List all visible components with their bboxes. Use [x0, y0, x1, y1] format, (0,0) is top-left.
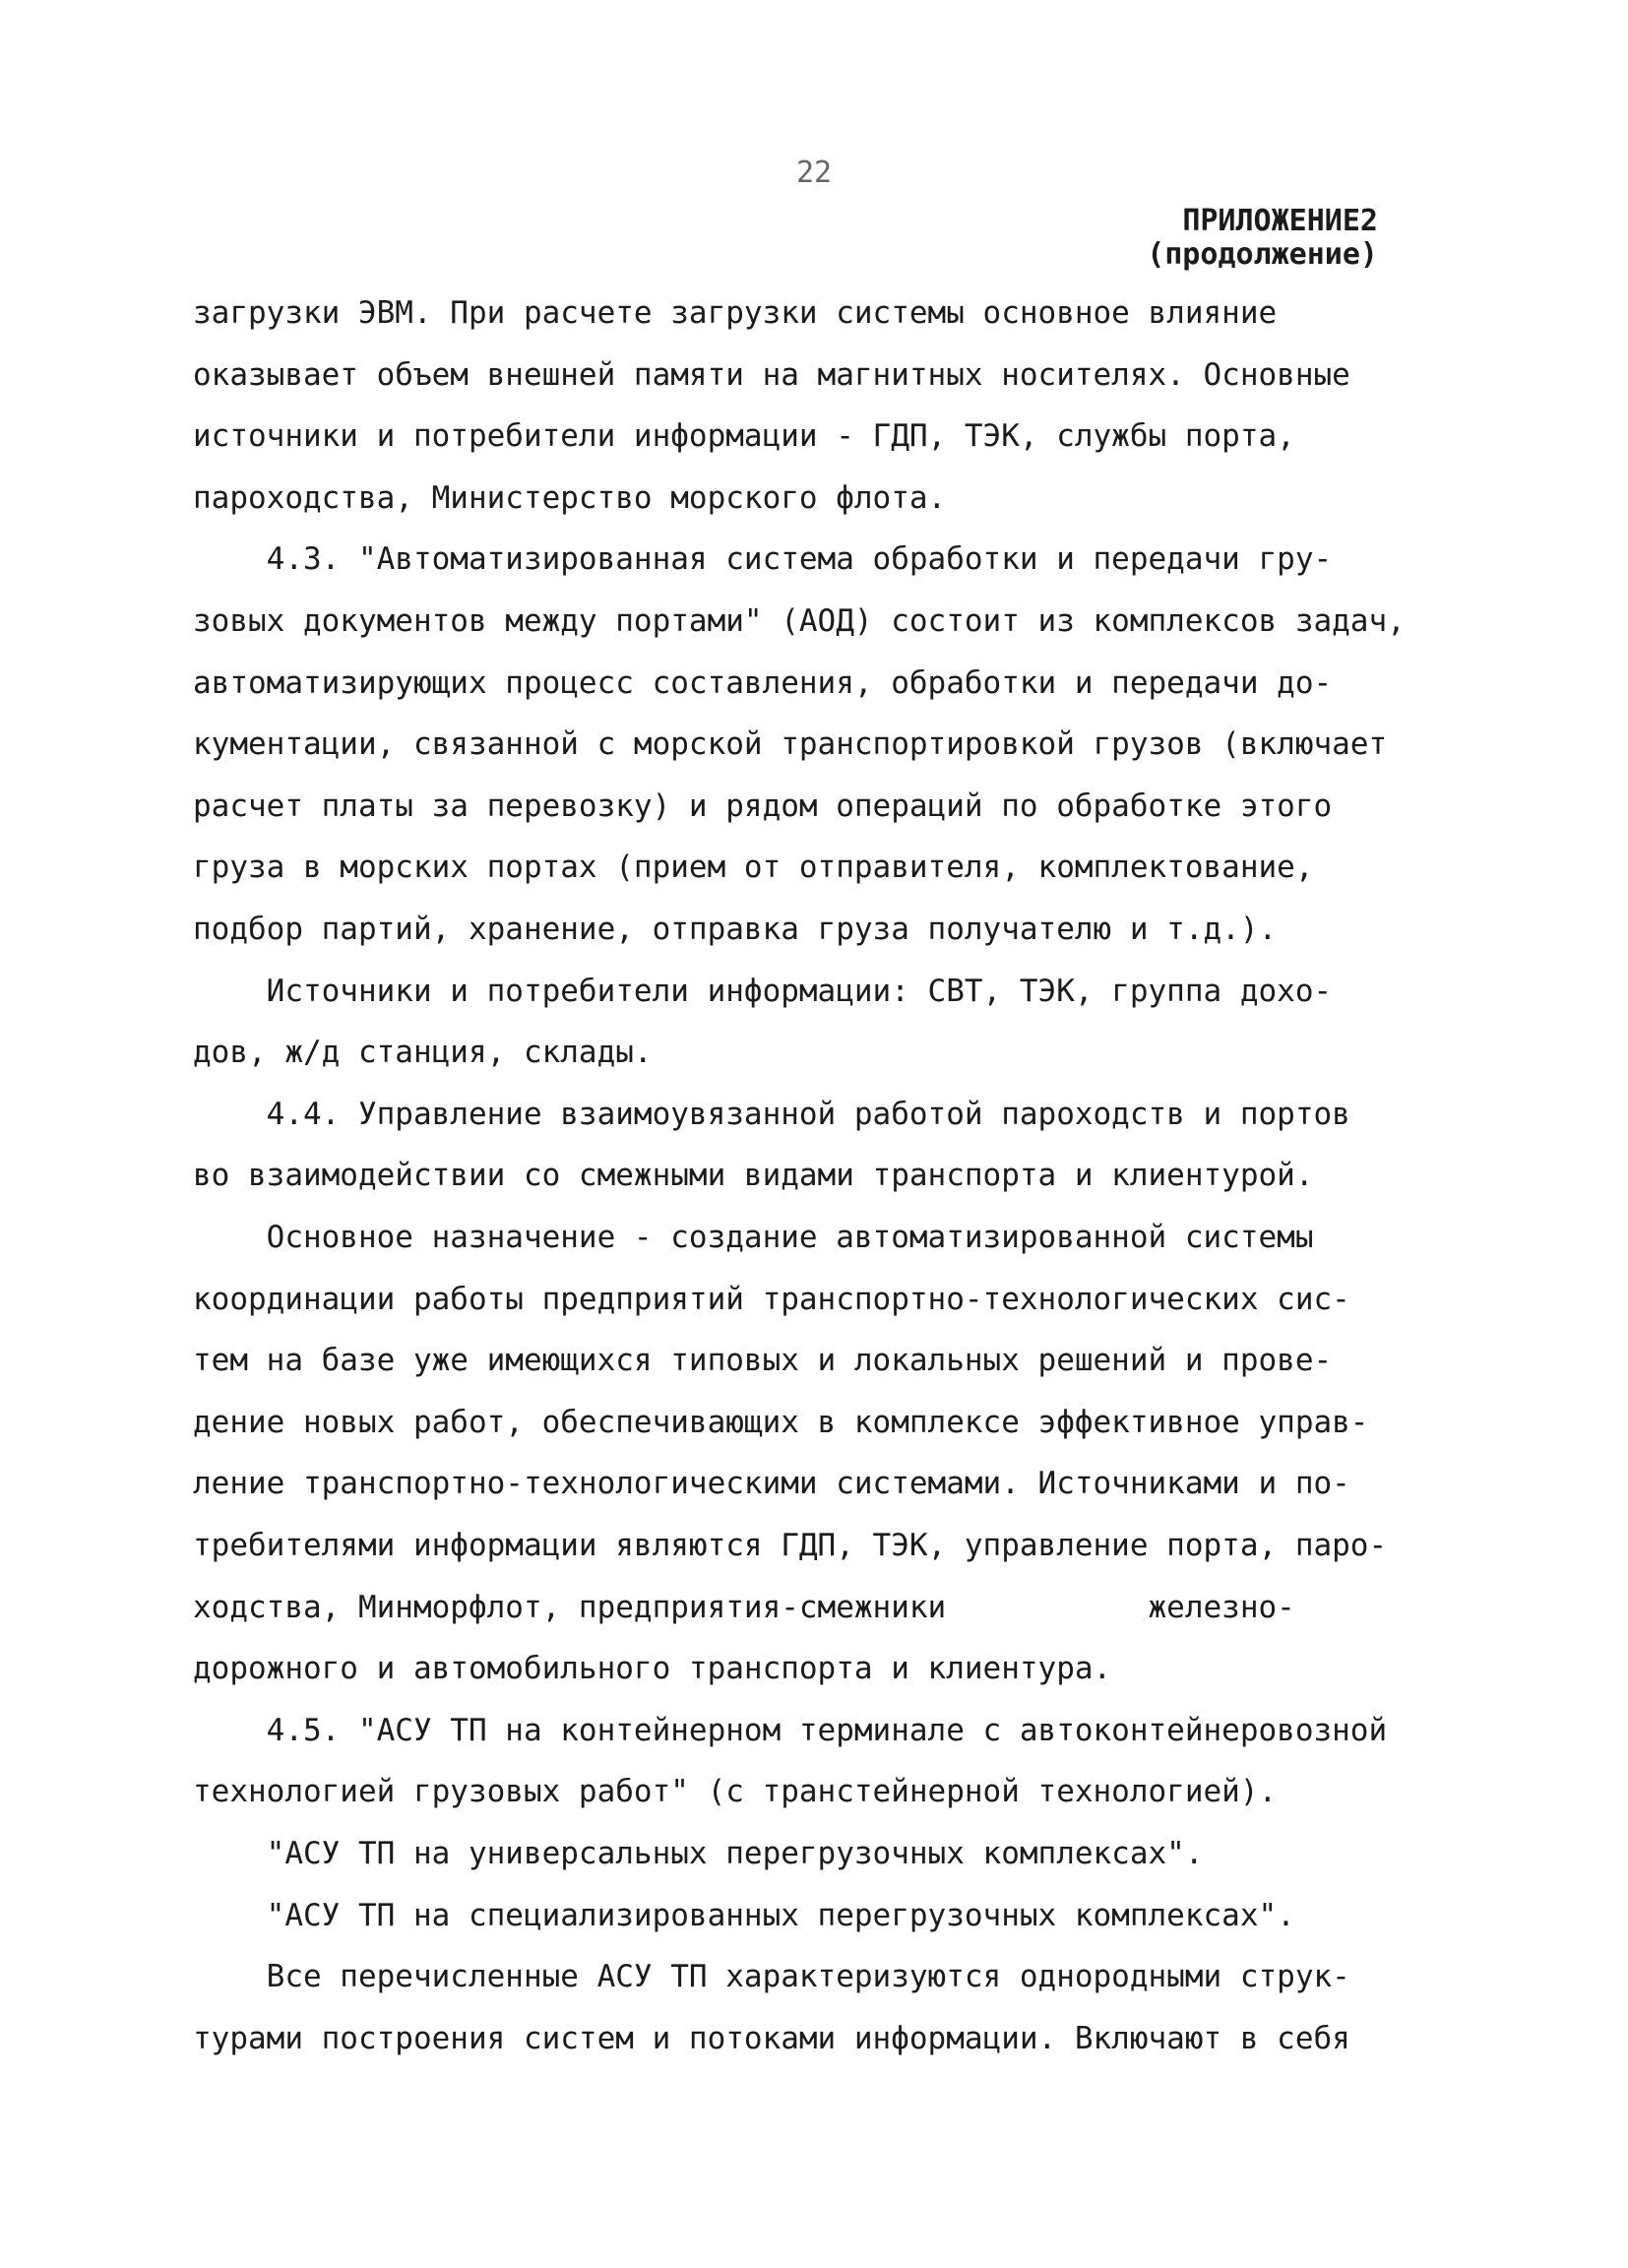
- appendix-title: ПРИЛОЖЕНИЕ2: [1182, 204, 1378, 238]
- text-line: координации работы предприятий транспортно-технологических сис-: [193, 1282, 1350, 1317]
- text-line: турами построения систем и потоками информации. Включают в себя: [193, 2021, 1350, 2056]
- text-line: дорожного и автомобильного транспорта и клиентура.: [193, 1651, 1112, 1686]
- text-line: оказывает объем внешней памяти на магнитных носителях. Основные: [193, 357, 1350, 393]
- text-line: подбор партий, хранение, отправка груза получателю и т.д.).: [193, 912, 1278, 947]
- text-line: дение новых работ, обеспечивающих в комплексе эффективное управ-: [193, 1405, 1369, 1440]
- text-line: Основное назначение - создание автоматизированной системы: [193, 1220, 1314, 1255]
- appendix-header: [1147, 205, 1378, 272]
- text-line: пароходства, Министерство морского флота.: [193, 480, 947, 516]
- text-line: источники и потребители информации - ГДП, ТЭК, службы порта,: [193, 418, 1295, 454]
- text-line: Источники и потребители информации: СВТ, ТЭК, группа дохо-: [193, 974, 1333, 1009]
- text-line: 4.3. "Автоматизированная система обработки и передачи гру-: [193, 541, 1333, 577]
- text-line: кументации, связанной с морской транспортировкой грузов (включает: [193, 726, 1388, 762]
- text-line: технологией грузовых работ" (с транстейнерной технологией).: [193, 1774, 1278, 1809]
- text-line: тем на базе уже имеющихся типовых и локальных решений и прове-: [193, 1343, 1333, 1378]
- text-line: загрузки ЭВМ. При расчете загрузки системы основное влияние: [193, 295, 1278, 331]
- text-line: "АСУ ТП на универсальных перегрузочных комплексах".: [193, 1836, 1204, 1871]
- text-line: груза в морских портах (прием от отправителя, комплектование,: [193, 850, 1314, 885]
- text-line: дов, ж/д станция, склады.: [193, 1035, 653, 1070]
- text-line: 4.5. "АСУ ТП на контейнерном терминале с автоконтейнеровозной: [193, 1713, 1388, 1748]
- text-line: Все перечисленные АСУ ТП характеризуются однородными струк-: [193, 1959, 1350, 1994]
- text-line: 4.4. Управление взаимоувязанной работой пароходств и портов: [193, 1097, 1350, 1132]
- text-line: расчет платы за перевозку) и рядом операций по обработке этого: [193, 788, 1333, 824]
- appendix-subtitle: (продолжение): [1147, 237, 1378, 272]
- text-line: во взаимодействии со смежными видами транспорта и клиентурой.: [193, 1158, 1314, 1193]
- text-line: ходства, Минморфлот, предприятия-смежники железно-: [193, 1590, 1295, 1625]
- text-line: ление транспортно-технологическими системами. Источниками и по-: [193, 1466, 1350, 1501]
- text-line: зовых документов между портами" (АОД) состоит из комплексов задач,: [193, 603, 1406, 639]
- text-line: требителями информации являются ГДП, ТЭК, управление порта, паро-: [193, 1528, 1388, 1563]
- text-line: "АСУ ТП на специализированных перегрузочных комплексах".: [193, 1898, 1295, 1933]
- page-number: 22: [795, 156, 833, 190]
- text-line: автоматизирующих процесс составления, обработки и передачи до-: [193, 665, 1333, 701]
